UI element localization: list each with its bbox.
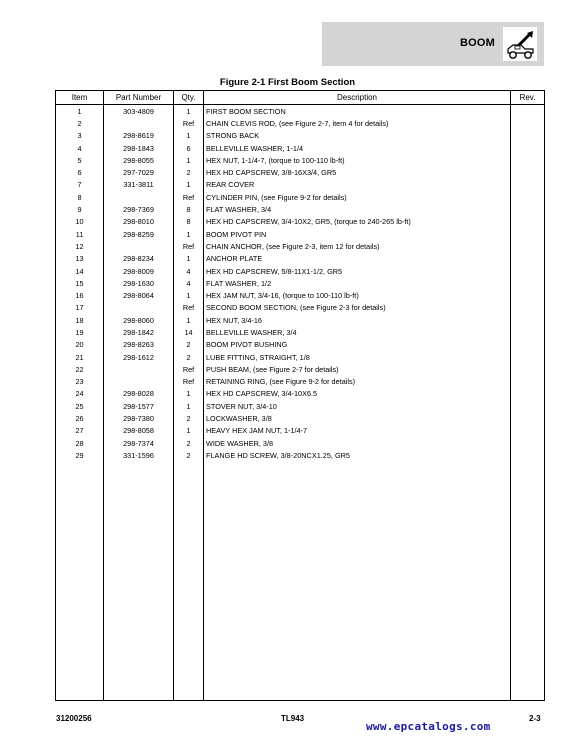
table-row: [56, 289, 545, 301]
item-cell: 5: [56, 154, 104, 166]
part-number-cell: 298-8234: [104, 253, 174, 265]
item-cell: 28: [56, 437, 104, 449]
description-cell: HEX HD CAPSCREW, 3/4-10X6.5: [204, 388, 511, 400]
table-row: [56, 117, 545, 129]
item-cell: 27: [56, 425, 104, 437]
description-cell: BELLEVILLE WASHER, 1-1/4: [204, 142, 511, 154]
table-row: [56, 339, 545, 351]
table-row: [56, 314, 545, 326]
part-number-cell: 298-1843: [104, 142, 174, 154]
qty-cell: 1: [174, 314, 204, 326]
part-number-cell: 298-1612: [104, 351, 174, 363]
qty-cell: 1: [174, 388, 204, 400]
part-number-cell: [104, 240, 174, 252]
table-row: [56, 154, 545, 166]
rev-cell: [511, 449, 545, 461]
qty-cell: 14: [174, 326, 204, 338]
table-row: [56, 425, 545, 437]
item-cell: 15: [56, 277, 104, 289]
rev-cell: [511, 425, 545, 437]
rev-cell: [511, 400, 545, 412]
part-number-cell: 298-7374: [104, 437, 174, 449]
qty-cell: Ref: [174, 117, 204, 129]
item-cell: 4: [56, 142, 104, 154]
table-row: [56, 142, 545, 154]
description-cell: CYLINDER PIN, (see Figure 9-2 for details): [204, 191, 511, 203]
table-row: [56, 265, 545, 277]
qty-cell: 2: [174, 166, 204, 178]
qty-cell: 4: [174, 277, 204, 289]
rev-cell: [511, 314, 545, 326]
column-header-rev: Rev.: [511, 91, 545, 105]
description-cell: REAR COVER: [204, 179, 511, 191]
rev-cell: [511, 363, 545, 375]
table-row: [56, 179, 545, 191]
qty-cell: 6: [174, 142, 204, 154]
table-row: [56, 203, 545, 215]
item-cell: 25: [56, 400, 104, 412]
part-number-cell: 297-7029: [104, 166, 174, 178]
description-cell: HEX HD CAPSCREW, 3/4-10X2, GR5, (torque to 240-265 lb-ft): [204, 216, 511, 228]
rev-cell: [511, 228, 545, 240]
part-number-cell: 298-8064: [104, 289, 174, 301]
column-header-description: Description: [204, 91, 511, 105]
rev-cell: [511, 339, 545, 351]
table-row: [56, 302, 545, 314]
table-row: [56, 191, 545, 203]
rev-cell: [511, 437, 545, 449]
description-cell: BOOM PIVOT PIN: [204, 228, 511, 240]
part-number-cell: [104, 363, 174, 375]
qty-cell: 1: [174, 130, 204, 142]
item-cell: 9: [56, 203, 104, 215]
empty-cell: [511, 462, 545, 701]
part-number-cell: 298-8009: [104, 265, 174, 277]
qty-cell: 2: [174, 449, 204, 461]
part-number-cell: 298-8028: [104, 388, 174, 400]
table-row: [56, 277, 545, 289]
part-number-cell: 298-7380: [104, 412, 174, 424]
qty-cell: 2: [174, 412, 204, 424]
part-number-cell: 298-8010: [104, 216, 174, 228]
part-number-cell: 298-7369: [104, 203, 174, 215]
parts-table-body: [56, 105, 545, 701]
part-number-cell: [104, 117, 174, 129]
description-cell: HEX NUT, 3/4-16: [204, 314, 511, 326]
description-cell: CHAIN ANCHOR, (see Figure 2-3, item 12 for details): [204, 240, 511, 252]
description-cell: FIRST BOOM SECTION: [204, 105, 511, 118]
footer-model: TL943: [281, 714, 305, 723]
rev-cell: [511, 179, 545, 191]
rev-cell: [511, 191, 545, 203]
column-header-part-number: Part Number: [104, 91, 174, 105]
description-cell: ANCHOR PLATE: [204, 253, 511, 265]
qty-cell: Ref: [174, 376, 204, 388]
description-cell: CHAIN CLEVIS ROD, (see Figure 2-7, item 4 for details): [204, 117, 511, 129]
part-number-cell: 298-8058: [104, 425, 174, 437]
table-row: [56, 326, 545, 338]
description-cell: BELLEVILLE WASHER, 3/4: [204, 326, 511, 338]
table-row: [56, 376, 545, 388]
parts-table: [55, 90, 545, 701]
description-cell: LUBE FITTING, STRAIGHT, 1/8: [204, 351, 511, 363]
boom-lift-icon: [503, 27, 537, 61]
footer-doc-number: 31200256: [56, 714, 92, 723]
rev-cell: [511, 326, 545, 338]
table-filler-row: [56, 462, 545, 701]
rev-cell: [511, 105, 545, 118]
part-number-cell: 303-4809: [104, 105, 174, 118]
item-cell: 13: [56, 253, 104, 265]
qty-cell: 1: [174, 228, 204, 240]
rev-cell: [511, 412, 545, 424]
qty-cell: 4: [174, 265, 204, 277]
table-row: [56, 412, 545, 424]
part-number-cell: 298-1842: [104, 326, 174, 338]
description-cell: LOCKWASHER, 3/8: [204, 412, 511, 424]
qty-cell: 1: [174, 253, 204, 265]
rev-cell: [511, 130, 545, 142]
part-number-cell: [104, 302, 174, 314]
table-row: [56, 363, 545, 375]
description-cell: PUSH BEAM, (see Figure 2-7 for details): [204, 363, 511, 375]
description-cell: STRONG BACK: [204, 130, 511, 142]
part-number-cell: 298-8259: [104, 228, 174, 240]
description-cell: BOOM PIVOT BUSHING: [204, 339, 511, 351]
qty-cell: 1: [174, 154, 204, 166]
description-cell: WIDE WASHER, 3/8: [204, 437, 511, 449]
part-number-cell: 298-8619: [104, 130, 174, 142]
rev-cell: [511, 265, 545, 277]
qty-cell: 1: [174, 400, 204, 412]
empty-cell: [56, 462, 104, 701]
description-cell: STOVER NUT, 3/4-10: [204, 400, 511, 412]
qty-cell: 1: [174, 105, 204, 118]
item-cell: 24: [56, 388, 104, 400]
description-cell: HEX HD CAPSCREW, 3/8-16X3/4, GR5: [204, 166, 511, 178]
qty-cell: 8: [174, 203, 204, 215]
empty-cell: [174, 462, 204, 701]
rev-cell: [511, 388, 545, 400]
watermark: www.epcatalogs.com: [366, 720, 491, 733]
part-number-cell: 331-3811: [104, 179, 174, 191]
footer-page-number: 2-3: [529, 714, 541, 723]
rev-cell: [511, 216, 545, 228]
rev-cell: [511, 166, 545, 178]
description-cell: HEX HD CAPSCREW, 5/8-11X1-1/2, GR5: [204, 265, 511, 277]
item-cell: 29: [56, 449, 104, 461]
table-row: [56, 216, 545, 228]
qty-cell: Ref: [174, 191, 204, 203]
qty-cell: 1: [174, 179, 204, 191]
section-title: BOOM: [460, 37, 496, 49]
table-row: [56, 240, 545, 252]
description-cell: FLANGE HD SCREW, 3/8-20NCX1.25, GR5: [204, 449, 511, 461]
description-cell: HEX NUT, 1-1/4-7, (torque to 100-110 lb-ft): [204, 154, 511, 166]
column-header-qty: Qty.: [174, 91, 204, 105]
part-number-cell: 298-8263: [104, 339, 174, 351]
item-cell: 1: [56, 105, 104, 118]
rev-cell: [511, 351, 545, 363]
item-cell: 7: [56, 179, 104, 191]
rev-cell: [511, 289, 545, 301]
item-cell: 26: [56, 412, 104, 424]
item-cell: 19: [56, 326, 104, 338]
item-cell: 22: [56, 363, 104, 375]
description-cell: SECOND BOOM SECTION, (see Figure 2-3 for details): [204, 302, 511, 314]
item-cell: 12: [56, 240, 104, 252]
table-row: [56, 437, 545, 449]
item-cell: 23: [56, 376, 104, 388]
section-header: [322, 22, 544, 66]
table-row: [56, 351, 545, 363]
figure-title: Figure 2-1 First Boom Section: [219, 77, 356, 88]
item-cell: 8: [56, 191, 104, 203]
item-cell: 21: [56, 351, 104, 363]
qty-cell: 1: [174, 425, 204, 437]
table-row: [56, 130, 545, 142]
item-cell: 14: [56, 265, 104, 277]
column-header-item: Item: [56, 91, 104, 105]
part-number-cell: 298-8060: [104, 314, 174, 326]
description-cell: HEX JAM NUT, 3/4-16, (torque to 100-110 lb-ft): [204, 289, 511, 301]
item-cell: 17: [56, 302, 104, 314]
item-cell: 18: [56, 314, 104, 326]
part-number-cell: [104, 191, 174, 203]
rev-cell: [511, 302, 545, 314]
item-cell: 20: [56, 339, 104, 351]
table-row: [56, 400, 545, 412]
description-cell: FLAT WASHER, 3/4: [204, 203, 511, 215]
part-number-cell: 298-1577: [104, 400, 174, 412]
qty-cell: 1: [174, 289, 204, 301]
rev-cell: [511, 240, 545, 252]
qty-cell: 2: [174, 351, 204, 363]
rev-cell: [511, 253, 545, 265]
rev-cell: [511, 142, 545, 154]
part-number-cell: 298-1630: [104, 277, 174, 289]
part-number-cell: [104, 376, 174, 388]
table-row: [56, 228, 545, 240]
qty-cell: Ref: [174, 302, 204, 314]
item-cell: 16: [56, 289, 104, 301]
qty-cell: 8: [174, 216, 204, 228]
item-cell: 3: [56, 130, 104, 142]
item-cell: 2: [56, 117, 104, 129]
rev-cell: [511, 376, 545, 388]
description-cell: HEAVY HEX JAM NUT, 1-1/4-7: [204, 425, 511, 437]
empty-cell: [204, 462, 511, 701]
qty-cell: Ref: [174, 240, 204, 252]
table-row: [56, 388, 545, 400]
rev-cell: [511, 203, 545, 215]
qty-cell: Ref: [174, 363, 204, 375]
part-number-cell: 298-8055: [104, 154, 174, 166]
rev-cell: [511, 277, 545, 289]
qty-cell: 2: [174, 437, 204, 449]
table-row: [56, 166, 545, 178]
table-row: [56, 253, 545, 265]
rev-cell: [511, 117, 545, 129]
qty-cell: 2: [174, 339, 204, 351]
item-cell: 11: [56, 228, 104, 240]
description-cell: FLAT WASHER, 1/2: [204, 277, 511, 289]
item-cell: 10: [56, 216, 104, 228]
empty-cell: [104, 462, 174, 701]
description-cell: RETAINING RING, (see Figure 9-2 for details): [204, 376, 511, 388]
item-cell: 6: [56, 166, 104, 178]
table-row: [56, 105, 545, 118]
part-number-cell: 331-1596: [104, 449, 174, 461]
table-row: [56, 449, 545, 461]
table-header-row: [56, 91, 545, 105]
rev-cell: [511, 154, 545, 166]
